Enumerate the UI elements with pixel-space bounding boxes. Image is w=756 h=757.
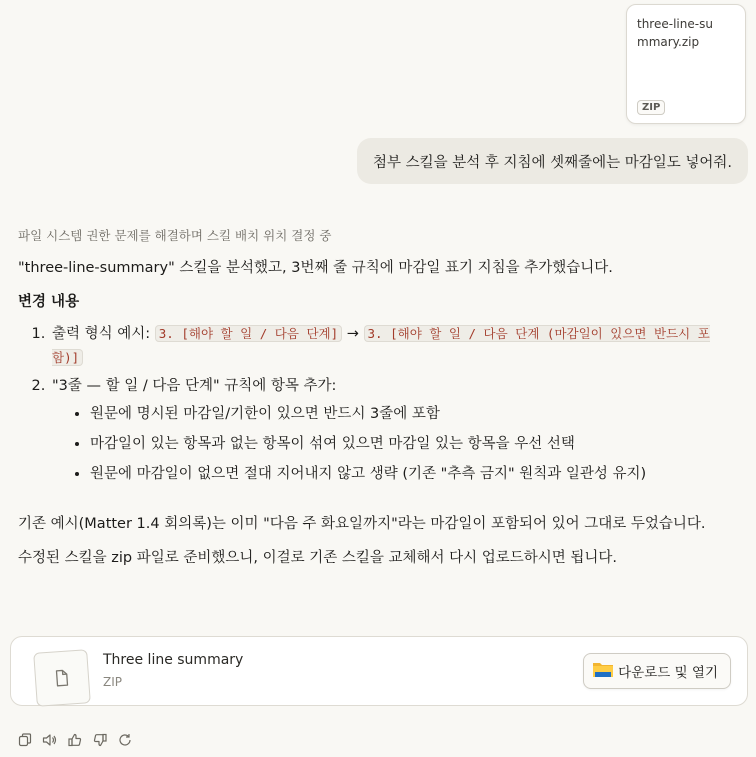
file-card[interactable] [10,636,748,706]
user-message-bubble [357,138,748,184]
download-open-button[interactable] [583,653,731,689]
bullet-item: • 원문에 마감일이 없으면 절대 지어내지 않고 생략 (기존 "추측 금지" 원칙과 일관성 유지) [90,462,723,486]
changes-heading: 변경 내용 [18,294,80,310]
message-actions [16,731,133,748]
download-button-label: 다운로드 및 열기 [618,665,718,681]
folder-icon [592,659,614,683]
copy-icon[interactable] [16,731,33,748]
list-item [50,322,723,370]
bullet-item: • 마감일이 있는 항목과 없는 항목이 섞여 있으면 마감일 있는 항목을 우선 선택 [90,432,723,456]
arrow-icon: → [346,326,359,342]
code-after: 3. [해야 할 일 / 다음 단계 (마감일이 있으면 반드시 포함)] [52,326,710,365]
example-note: 기존 예시(Matter 1.4 회의록)는 이미 "다음 주 화요일까지"라는 마감일이 포함되어 있어 그대로 두었습니다. [18,516,706,532]
retry-icon[interactable] [116,731,133,748]
user-message-text: 첨부 스킬을 분석 후 지침에 셋째줄에는 마감일도 넣어줘. [372,154,732,171]
attachment-filename: three-line-summary.zip [637,17,713,49]
attachment-card[interactable] [626,4,746,124]
assistant-response [18,256,723,570]
code-before: 3. [해야 할 일 / 다음 단계] [155,325,342,342]
list-item [50,374,723,486]
thumbs-up-icon[interactable] [66,731,83,748]
bullet-item: • 원문에 명시된 마감일/기한이 있으면 반드시 3줄에 포함 [90,402,723,426]
final-note: 수정된 스킬을 zip 파일로 준비했으니, 이걸로 기존 스킬을 교체해서 다시 업로드하시면 됩니다. [18,550,618,566]
item2-label: "3줄 — 할 일 / 다음 단계" 규칙에 항목 추가: [52,378,337,394]
file-title: Three line summary [103,652,244,668]
speaker-icon[interactable] [41,731,58,748]
thumbs-down-icon[interactable] [91,731,108,748]
file-thumbnail [33,649,91,707]
changes-list [18,322,723,486]
rule-bullets [52,402,723,486]
attachment-type-badge: ZIP [637,100,665,115]
document-icon [53,668,70,687]
response-intro: "three-line-summary" 스킬을 분석했고, 3번째 줄 규칙에 마감일 표기 지침을 추가했습니다. [18,260,613,276]
thinking-status[interactable]: 파일 시스템 권한 문제를 해결하며 스킬 배치 위치 결정 중 [18,228,332,243]
item1-label: 출력 형식 예시: [52,326,155,342]
file-type: ZIP [103,675,122,689]
